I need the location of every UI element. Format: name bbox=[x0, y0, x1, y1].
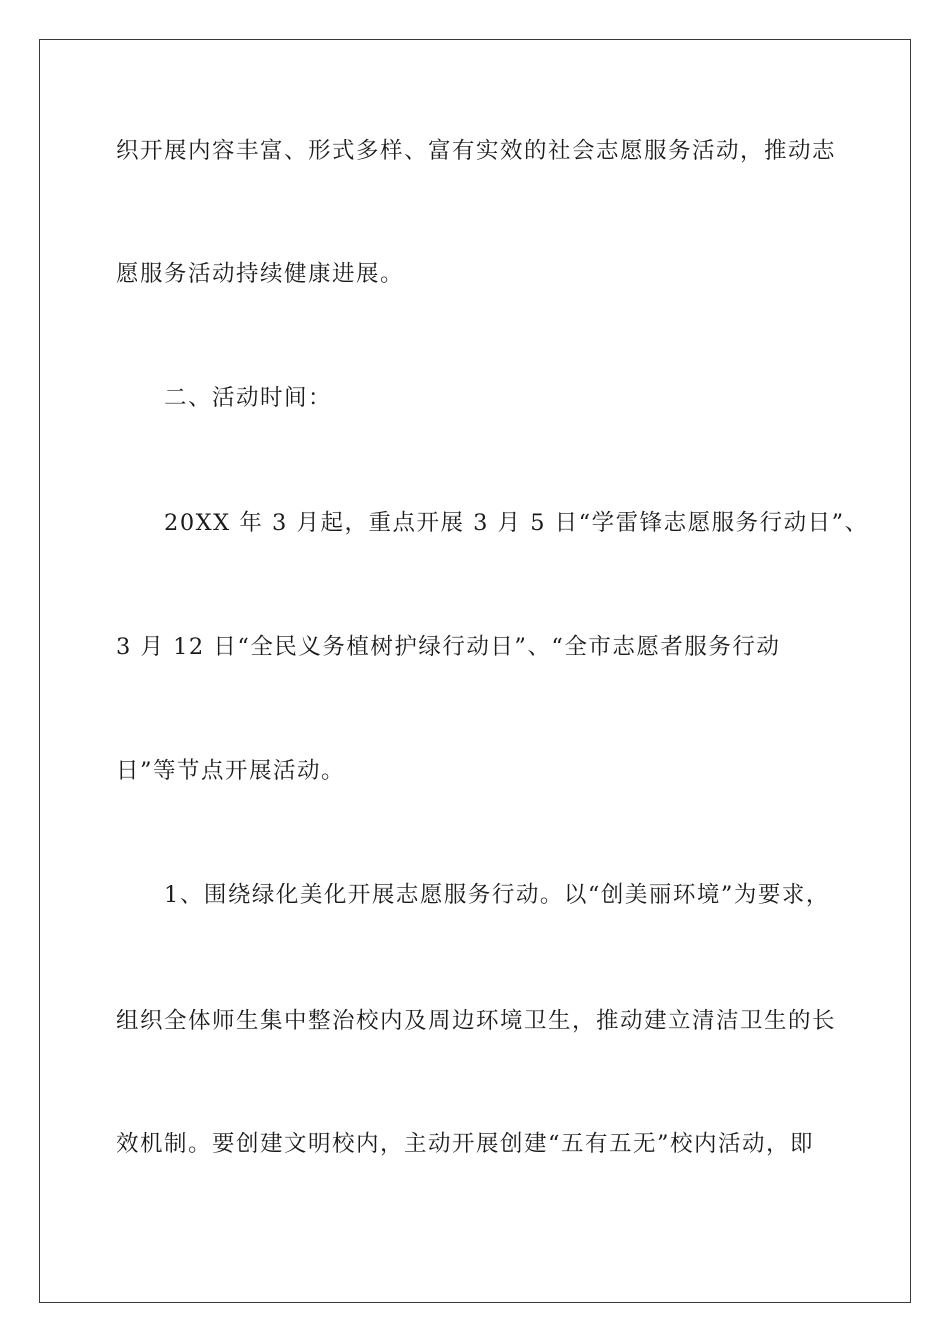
paragraph-line: 日”等节点开展活动。 bbox=[116, 758, 346, 784]
paragraph-line: 织开展内容丰富、形式多样、富有实效的社会志愿服务活动，推动志 bbox=[116, 138, 837, 164]
paragraph-line: 组织全体师生集中整治校内及周边环境卫生，推动建立清洁卫生的长 bbox=[116, 1008, 837, 1034]
page-border bbox=[39, 39, 911, 1303]
paragraph-line: 1、围绕绿化美化开展志愿服务行动。以“创美丽环境”为要求， bbox=[164, 882, 830, 908]
paragraph-line: 愿服务活动持续健康进展。 bbox=[116, 261, 405, 287]
section-heading: 二、活动时间： bbox=[164, 385, 333, 411]
paragraph-line: 3 月 12 日“全民义务植树护绿行动日”、“全市志愿者服务行动 bbox=[116, 634, 781, 660]
paragraph-line: 效机制。要创建文明校内，主动开展创建“五有五无”校内活动，即 bbox=[116, 1131, 815, 1157]
paragraph-line: 20XX 年 3 月起，重点开展 3 月 5 日“学雷锋志愿服务行动日”、 bbox=[164, 510, 869, 536]
